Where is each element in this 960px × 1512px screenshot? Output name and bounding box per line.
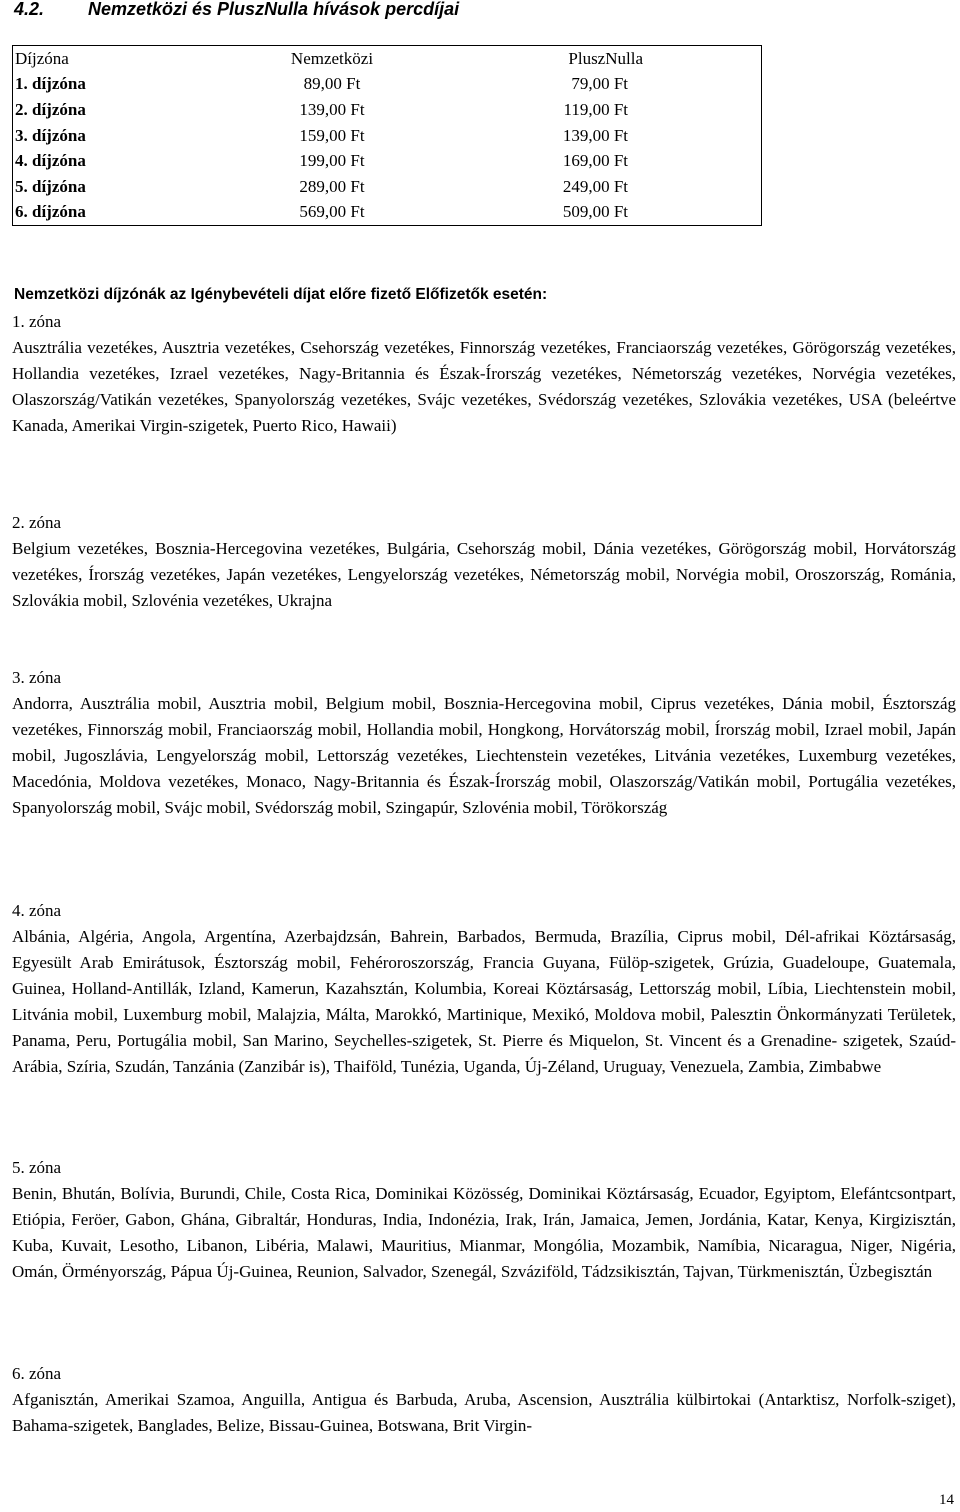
zone-country-list: Ausztrália vezetékes, Ausztria vezetékes, Csehország vezetékes, Finnország vezetékes, Franciaország vezetékes, Görögország vezetékes, Hollandia vezetékes, Izrael vezetékes, Nagy-Britannia és Észak-Írország vezetékes, Németország vezetékes, Norvégia vezetékes, Olaszország/Vatikán vezetékes, Spanyolország vezetékes, Svájc vezetékes, Svédország vezetékes, Szlovákia vezetékes, USA (beleértve Kanada, Amerikai Virgin-szigetek, Puerto Rico, Hawaii): [12, 338, 956, 435]
plusznulla-rate-cell: 139,00 Ft: [562, 125, 628, 145]
plusznulla-rate-cell: 169,00 Ft: [562, 151, 628, 171]
zone-3-section: [12, 665, 956, 821]
table-row: [13, 123, 762, 149]
international-rate-cell: 159,00 Ft: [299, 125, 365, 145]
page-number: 14: [939, 1492, 954, 1508]
zone-5-section: [12, 1155, 956, 1285]
plusznulla-rate-cell: 509,00 Ft: [562, 202, 628, 222]
zone-name-cell: 1. díjzóna: [15, 74, 86, 94]
zone-country-list: Andorra, Ausztrália mobil, Ausztria mobil, Belgium mobil, Bosznia-Hercegovina mobil, Ciprus vezetékes, Dánia mobil, Észtország vezetékes, Finnország mobil, Franciaország mobil, Hollandia mobil, Hongkong, Horvátország mobil, Írország mobil, Izrael mobil, Japán mobil, Jugoszlávia, Lengyelország mobil, Lettország vezetékes, Liechtenstein vezetékes, Litvánia vezetékes, Luxemburg vezetékes, Macedónia, Moldova vezetékes, Monaco, Nagy-Britannia és Észak-Írország mobil, Olaszország/Vatikán mobil, Portugália vezetékes, Spanyolország mobil, Svájc mobil, Svédország mobil, Szingapúr, Szlovénia mobil, Törökország: [12, 694, 956, 817]
international-rate-cell: 199,00 Ft: [299, 151, 365, 171]
international-rate-cell: 89,00 Ft: [303, 74, 361, 94]
zone-name-cell: 4. díjzóna: [15, 151, 86, 171]
zone-country-list: Benin, Bhután, Bolívia, Burundi, Chile, Costa Rica, Dominikai Közösség, Dominikai Köztársaság, Ecuador, Egyiptom, Elefántcsontpart, Etiópia, Feröer, Gabon, Ghána, Gibraltár, Honduras, India, Indonézia, Irak, Irán, Jamaica, Jemen, Jordánia, Katar, Kenya, Kirgizisztán, Kuba, Kuvait, Lesotho, Libanon, Libéria, Malawi, Mauritius, Mianmar, Mongólia, Mozambik, Namíbia, Nicaragua, Niger, Nigéria, Omán, Örményország, Pápua Új-Guinea, Reunion, Salvador, Szenegál, Szváziföld, Tádzsikisztán, Tajvan, Türkmenisztán, Üzbegisztán: [12, 1184, 956, 1281]
table-row: [13, 72, 762, 98]
zone-name-cell: 3. díjzóna: [15, 125, 86, 145]
plusznulla-rate-cell: 249,00 Ft: [562, 176, 628, 196]
zone-country-list: Afganisztán, Amerikai Szamoa, Anguilla, Antigua és Barbuda, Aruba, Ascension, Ausztrália külbirtokai (Antarktisz, Norfolk-sziget), Bahama-szigetek, Banglades, Belize, Bissau-Guinea, Botswana, Brit Virgin-: [12, 1390, 956, 1435]
zone-name-cell: 5. díjzóna: [15, 176, 86, 196]
header-plusznulla: PluszNulla: [568, 48, 643, 68]
zone-name-cell: 6. díjzóna: [15, 202, 86, 222]
section-number: 4.2.: [14, 0, 45, 19]
plusznulla-rate-cell: 119,00 Ft: [563, 99, 628, 119]
international-rate-cell: 289,00 Ft: [299, 176, 365, 196]
table-row: [13, 97, 762, 123]
zone-country-list: Belgium vezetékes, Bosznia-Hercegovina vezetékes, Bulgária, Csehország mobil, Dánia vezetékes, Görögország mobil, Horvátország vezetékes, Írország vezetékes, Japán vezetékes, Lengyelország vezetékes, Németország mobil, Norvégia mobil, Oroszország, Románia, Szlovákia mobil, Szlovénia vezetékes, Ukrajna: [12, 539, 956, 610]
zone-title: 4. zóna: [12, 901, 62, 920]
table-row: [13, 174, 762, 200]
zone-4-section: [12, 898, 956, 1080]
section-title: Nemzetközi és PluszNulla hívások percdíjai: [88, 0, 460, 19]
table-row: [13, 148, 762, 174]
zone-title: 2. zóna: [12, 513, 62, 532]
zone-2-section: [12, 510, 956, 614]
international-rate-cell: 569,00 Ft: [299, 202, 365, 222]
table-row: [13, 200, 762, 226]
zone-title: 5. zóna: [12, 1158, 62, 1177]
zone-title: 6. zóna: [12, 1364, 62, 1383]
section-heading: [14, 0, 459, 22]
zone-6-section: [12, 1361, 956, 1439]
zone-1-section: [12, 309, 956, 439]
international-rate-cell: 139,00 Ft: [299, 99, 365, 119]
header-international: Nemzetközi: [290, 48, 374, 68]
rates-table: [12, 45, 762, 226]
zone-name-cell: 2. díjzóna: [15, 99, 86, 119]
zone-title: 3. zóna: [12, 668, 62, 687]
zones-subtitle: Nemzetközi díjzónák az Igénybevételi díjat előre fizető Előfizetők esetén:: [14, 286, 548, 303]
rates-table-header-row: [13, 46, 762, 72]
plusznulla-rate-cell: 79,00 Ft: [571, 74, 628, 94]
zone-country-list: Albánia, Algéria, Angola, Argentína, Azerbajdzsán, Bahrein, Barbados, Bermuda, Brazília, Ciprus mobil, Dél-afrikai Köztársaság, Egyesült Arab Emirátusok, Észtország mobil, Fehéroroszország, Francia Guyana, Fülöp-szigetek, Grúzia, Guadeloupe, Guatemala, Guinea, Holland-Antillák, Izland, Kamerun, Kazahsztán, Kolumbia, Koreai Köztársaság, Lettország mobil, Líbia, Liechtenstein mobil, Litvánia mobil, Luxemburg mobil, Malajzia, Málta, Marokkó, Martinique, Mexikó, Moldova mobil, Palesztin Önkormányzati Területek, Panama, Peru, Portugália mobil, San Marino, Seychelles-szigetek, St. Pierre és Miquelon, St. Vincent és a Grenadine- szigetek, Szaúd-Arábia, Szíria, Szudán, Tanzánia (Zanzibár is), Thaiföld, Tunézia, Uganda, Új-Zéland, Uruguay, Venezuela, Zambia, Zimbabwe: [12, 927, 956, 1076]
zone-title: 1. zóna: [12, 312, 62, 331]
header-zone: Díjzóna: [15, 48, 69, 68]
